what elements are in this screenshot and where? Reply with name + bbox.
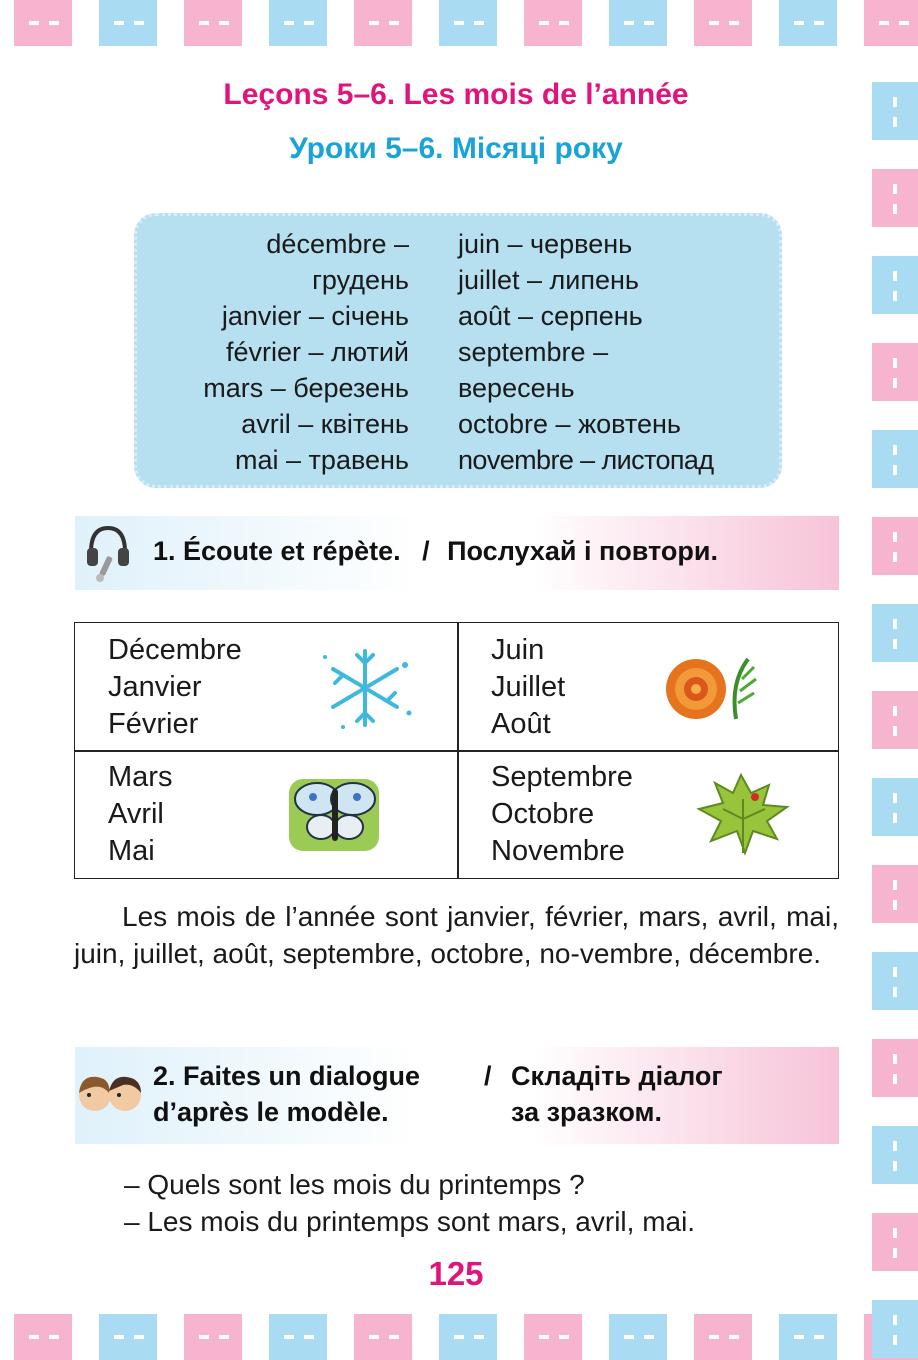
border-tile [524, 1314, 582, 1360]
vocab-item: février – лютий [226, 337, 409, 367]
month-label: Août [491, 708, 551, 740]
border-tile [524, 0, 582, 46]
month-label: Octobre [491, 798, 595, 830]
border-tile [269, 1314, 327, 1360]
month-label: Février [108, 708, 199, 740]
vocab-item: septembre – [458, 337, 609, 367]
vocab-item: juin – червень [458, 229, 633, 259]
month-label: Avril [108, 798, 164, 830]
vocabulary-right-column [458, 226, 778, 478]
border-tile [439, 1314, 497, 1360]
border-tile [872, 865, 918, 923]
vocab-item: вересень [458, 373, 575, 403]
vocabulary-box [134, 213, 782, 488]
dialog-line: – Les mois du printemps sont mars, avril, mai. [124, 1206, 696, 1237]
border-tile [99, 1314, 157, 1360]
month-label: Décembre [108, 634, 242, 666]
snowflake-icon [313, 643, 418, 738]
border-tile [872, 1039, 918, 1097]
decorative-border-bottom [0, 1312, 918, 1360]
border-tile [872, 952, 918, 1010]
page-number: 125 [428, 1255, 484, 1292]
table-divider-horizontal [75, 750, 838, 752]
lesson-title-ukrainian: Уроки 5–6. Місяці року [289, 132, 623, 165]
border-tile [269, 0, 327, 46]
border-tile [872, 169, 918, 227]
border-tile [872, 430, 918, 488]
exercise-2-label-ukrainian-line2: за зразком. [511, 1097, 663, 1127]
border-tile [779, 1314, 837, 1360]
vocab-item: mai – травень [235, 445, 409, 475]
paragraph-text: Les mois de l’année sont janvier, février, mars, avril, mai, juin, juillet, août, septembre, octobre, no-vembre, décembre. [74, 901, 839, 969]
maple-leaf-icon [693, 769, 793, 864]
border-tile [609, 0, 667, 46]
exercise-1-separator: / [422, 536, 430, 566]
border-tile [14, 1314, 72, 1360]
vocab-item: janvier – січень [221, 301, 409, 331]
border-tile [872, 604, 918, 662]
vocabulary-left-column [137, 226, 409, 478]
exercise-1-label-ukrainian: Послухай і повтори. [447, 536, 718, 566]
vocab-item: octobre – жовтень [458, 409, 681, 439]
exercise-2-label-french-line2: d’après le modèle. [153, 1097, 389, 1127]
winter-months-cell [108, 632, 242, 743]
exercise-2-label-ukrainian-line1: Складіть діалог [511, 1061, 723, 1091]
exercise-2-banner [75, 1047, 839, 1144]
dialog-example [124, 1166, 695, 1240]
vocab-item: грудень [312, 265, 409, 295]
headphones-icon [83, 522, 133, 591]
border-tile [184, 1314, 242, 1360]
lesson-title-french: Leçons 5–6. Les mois de l’année [223, 78, 689, 111]
decorative-border-top [0, 0, 918, 48]
border-tile [872, 517, 918, 575]
border-tile [354, 1314, 412, 1360]
exercise-2-separator: / [484, 1061, 492, 1091]
vocab-item: novembre – листопад [458, 445, 714, 475]
vocab-item: août – серпень [458, 301, 643, 331]
vocab-item: avril – квітень [241, 409, 409, 439]
months-table [74, 622, 839, 879]
month-label: Juillet [491, 671, 566, 703]
summer-months-cell [491, 632, 565, 743]
border-tile [779, 0, 837, 46]
vocab-item: mars – березень [203, 373, 409, 403]
month-label: Janvier [108, 671, 202, 703]
dialog-line: – Quels sont les mois du printemps ? [124, 1169, 585, 1200]
border-tile [872, 343, 918, 401]
decorative-border-right [870, 0, 918, 1360]
months-paragraph [74, 898, 839, 972]
border-tile [439, 0, 497, 46]
exercise-1-banner [75, 516, 839, 590]
border-tile [99, 0, 157, 46]
border-tile [872, 691, 918, 749]
butterfly-icon [285, 769, 385, 864]
border-tile [354, 0, 412, 46]
exercise-1-label-french: 1. Écoute et répète. [153, 536, 401, 566]
border-tile [872, 778, 918, 836]
month-label: Novembre [491, 835, 625, 867]
border-tile [184, 0, 242, 46]
spring-months-cell [108, 759, 172, 870]
border-tile [872, 256, 918, 314]
month-label: Septembre [491, 761, 633, 793]
month-label: Juin [491, 634, 545, 666]
border-tile [872, 1126, 918, 1184]
border-tile [694, 0, 752, 46]
border-tile [14, 0, 72, 46]
exercise-2-label-french-line1: 2. Faites un dialogue [153, 1061, 421, 1091]
border-tile [872, 1300, 918, 1358]
children-icon [75, 1071, 147, 1124]
month-label: Mars [108, 761, 173, 793]
vocab-item: juillet – липень [458, 265, 639, 295]
flower-icon [658, 653, 763, 728]
autumn-months-cell [491, 759, 633, 870]
border-tile [609, 1314, 667, 1360]
border-tile [694, 1314, 752, 1360]
vocab-item: décembre – [266, 229, 409, 259]
month-label: Mai [108, 835, 155, 867]
